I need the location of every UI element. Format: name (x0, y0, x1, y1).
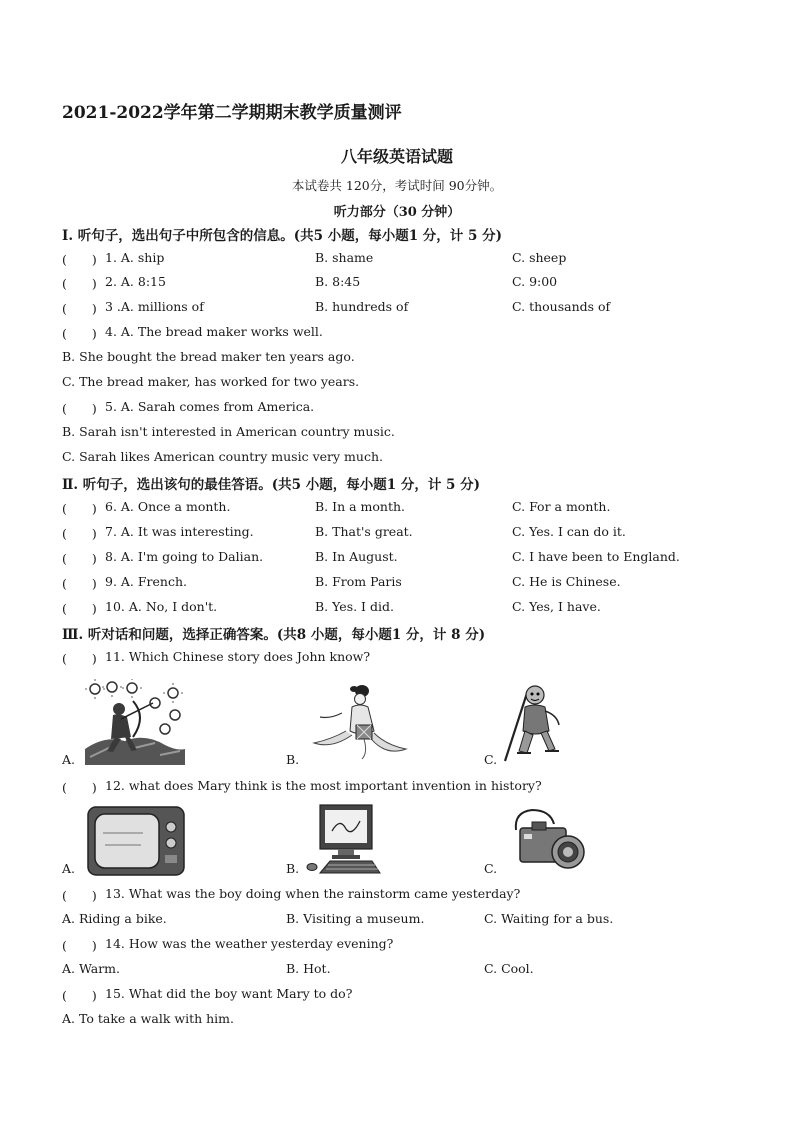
option-c: C. Yes, I have. (512, 599, 601, 614)
exam-subtitle: 八年级英语试题 (340, 147, 453, 166)
question-stem: 11. Which Chinese story does John know? (105, 649, 371, 664)
option-a: 3 .A. millions of (105, 299, 204, 314)
option-c: C. Yes. I can do it. (512, 524, 626, 539)
answer-blank[interactable]: ( ) (62, 888, 97, 903)
option-a: 8. A. I'm going to Dalian. (105, 549, 264, 564)
option-b: B. Visiting a museum. (286, 911, 425, 926)
question-stem: 14. How was the weather yesterday evening? (105, 936, 394, 951)
computer-picture (306, 803, 388, 877)
option-c: C. Cool. (484, 961, 534, 976)
option-b: B. 8:45 (315, 274, 361, 289)
option-a: 2. A. 8:15 (105, 274, 166, 289)
answer-blank[interactable]: ( ) (62, 780, 97, 795)
section-2-heading: Ⅱ. 听句子，选出该句的最佳答语。(共5 小题，每小题1 分，计 5 分) (62, 477, 481, 493)
option-b: B. That's great. (315, 524, 413, 539)
option-a: 7. A. It was interesting. (105, 524, 254, 539)
flying-goddess-picture (302, 679, 412, 765)
question-stem: 13. What was the boy doing when the rainstorm came yesterday? (105, 886, 521, 901)
monkey-king-picture (497, 677, 579, 765)
answer-blank[interactable]: ( ) (62, 551, 97, 566)
answer-blank[interactable]: ( ) (62, 401, 97, 416)
option-a: 5. A. Sarah comes from America. (105, 399, 315, 414)
option-b: B. shame (315, 250, 374, 265)
option-c-label: C. (484, 861, 498, 876)
option-a: 4. A. The bread maker works well. (105, 324, 323, 339)
option-c: C. He is Chinese. (512, 574, 621, 589)
answer-blank[interactable]: ( ) (62, 301, 97, 316)
television-picture (87, 805, 185, 877)
question-stem: 15. What did the boy want Mary to do? (105, 986, 353, 1001)
option-a: 9. A. French. (105, 574, 187, 589)
option-a: 1. A. ship (105, 250, 165, 265)
answer-blank[interactable]: ( ) (62, 576, 97, 591)
option-c: C. I have been to England. (512, 549, 680, 564)
option-a-label: A. (62, 752, 76, 767)
option-a: 10. A. No, I don't. (105, 599, 218, 614)
section-3-heading: Ⅲ. 听对话和问题，选择正确答案。(共8 小题，每小题1 分，计 8 分) (62, 627, 486, 643)
option-b: B. She bought the bread maker ten years ago. (62, 349, 355, 364)
listening-part-title: 听力部分（30 分钟） (333, 205, 461, 220)
answer-blank[interactable]: ( ) (62, 501, 97, 516)
question-stem: 12. what does Mary think is the most important invention in history? (105, 778, 542, 793)
camera-picture (510, 806, 590, 876)
answer-blank[interactable]: ( ) (62, 326, 97, 341)
option-b: B. hundreds of (315, 299, 409, 314)
option-a: A. To take a walk with him. (62, 1011, 235, 1026)
option-a: A. Warm. (62, 961, 120, 976)
option-b: B. From Paris (315, 574, 402, 589)
answer-blank[interactable]: ( ) (62, 601, 97, 616)
option-b: B. Sarah isn't interested in American country music. (62, 424, 395, 439)
exam-info: 本试卷共 120分，考试时间 90分钟。 (291, 178, 503, 193)
option-b-label: B. (286, 752, 300, 767)
option-b: B. Yes. I did. (315, 599, 394, 614)
exam-title: 2021-2022学年第二学期期末教学质量测评 (62, 103, 402, 123)
option-c: C. Waiting for a bus. (484, 911, 614, 926)
option-c: C. The bread maker, has worked for two years. (62, 374, 360, 389)
answer-blank[interactable]: ( ) (62, 276, 97, 291)
option-c-label: C. (484, 752, 498, 767)
answer-blank[interactable]: ( ) (62, 988, 97, 1003)
option-c: C. Sarah likes American country music very much. (62, 449, 383, 464)
answer-blank[interactable]: ( ) (62, 651, 97, 666)
archer-shooting-suns-picture (85, 679, 185, 765)
answer-blank[interactable]: ( ) (62, 938, 97, 953)
answer-blank[interactable]: ( ) (62, 252, 97, 267)
option-b: B. In a month. (315, 499, 405, 514)
option-a: 6. A. Once a month. (105, 499, 231, 514)
answer-blank[interactable]: ( ) (62, 526, 97, 541)
option-a-label: A. (62, 861, 76, 876)
option-c: C. 9:00 (512, 274, 558, 289)
section-1-heading: Ⅰ. 听句子，选出句子中所包含的信息。(共5 小题，每小题1 分，计 5 分) (62, 228, 502, 244)
option-b: B. In August. (315, 549, 398, 564)
option-c: C. sheep (512, 250, 567, 265)
option-c: C. For a month. (512, 499, 611, 514)
option-b: B. Hot. (286, 961, 331, 976)
option-b-label: B. (286, 861, 300, 876)
option-c: C. thousands of (512, 299, 611, 314)
option-a: A. Riding a bike. (62, 911, 167, 926)
